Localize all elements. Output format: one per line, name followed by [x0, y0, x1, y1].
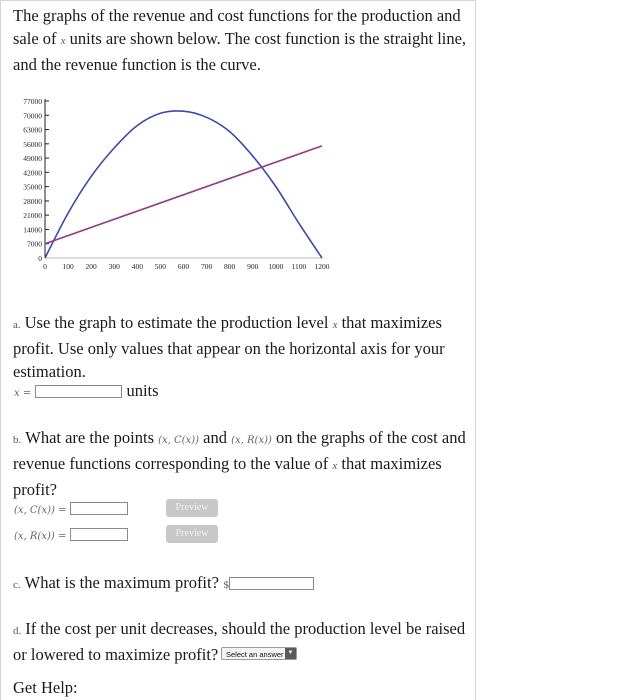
part-a-answer-row — [14, 381, 159, 401]
x-tick-label: 500 — [154, 262, 167, 271]
x-tick-label: 400 — [131, 262, 143, 271]
x-tick-label: 600 — [177, 262, 190, 271]
x-tick-label: 1200 — [314, 262, 330, 271]
cost-point-row — [14, 500, 128, 518]
y-tick-label: 49000 — [23, 154, 42, 164]
x-tick-label: 1000 — [268, 262, 284, 271]
part-c-text: What is the maximum profit? — [24, 573, 219, 592]
y-tick-label: 35000 — [23, 182, 42, 192]
y-tick-label: 21000 — [23, 211, 42, 221]
y-tick-label: 28000 — [23, 196, 42, 206]
x-tick-label: 900 — [247, 262, 259, 271]
cost-preview-button[interactable]: Preview — [166, 499, 218, 517]
revenue-point-label: (x, R(x)) = — [14, 531, 67, 542]
get-help-label: Get Help: — [13, 678, 78, 697]
answer-select-label: Select an answer — [226, 650, 284, 659]
revenue-cost-chart — [10, 90, 340, 280]
answer-select[interactable] — [221, 647, 297, 660]
x-tick-label: 300 — [108, 262, 120, 271]
part-a-text: a. Use the graph to estimate the production level x that maximizes profit. Use only values that appear on the horizontal axis for your estimation. — [13, 313, 445, 381]
x-input[interactable] — [35, 385, 122, 398]
y-tick-label: 0 — [38, 254, 42, 263]
y-tick-label: 70000 — [23, 111, 42, 121]
max-profit-input[interactable] — [229, 577, 314, 590]
y-tick-label: 42000 — [23, 168, 42, 178]
y-tick-label: 7000 — [27, 239, 42, 249]
y-tick-label: 14000 — [23, 225, 42, 235]
y-tick-label: 77000 — [23, 97, 42, 106]
x-tick-label: 0 — [43, 262, 47, 271]
x-tick-label: 800 — [224, 262, 236, 271]
revenue-preview-button[interactable]: Preview — [166, 525, 218, 543]
revenue-point-row — [14, 526, 128, 544]
part-d-text: d. If the cost per unit decreases, should the production level be raised or lowered to maximize profit? — [13, 619, 466, 664]
chevron-down-icon: ▼ — [285, 648, 296, 659]
revenue-series-line — [45, 111, 322, 258]
y-tick-label: 63000 — [23, 125, 42, 135]
intro-text: The graphs of the revenue and cost functions for the production and sale of x units are shown below. The cost function is the straight line, and the revenue function is the curve. — [13, 6, 467, 74]
dollar-sign: $ — [223, 580, 230, 591]
cost-point-label: (x, C(x)) = — [14, 505, 67, 516]
units-label: units — [126, 381, 159, 400]
x-label: x = — [14, 388, 32, 399]
x-tick-label: 1100 — [291, 262, 307, 271]
x-tick-label: 100 — [62, 262, 74, 271]
x-tick-label: 700 — [200, 262, 213, 271]
cost-point-input[interactable] — [70, 502, 128, 515]
part-c-row: c. What is the maximum profit? $ — [13, 571, 468, 597]
part-b-text: b. What are the points (x, C(x)) and (x, R(x)) on the graphs of the cost and revenue functions corresponding to the value of x that maximizes profit? — [13, 428, 466, 499]
revenue-point-input[interactable] — [70, 528, 128, 541]
y-tick-label: 56000 — [23, 139, 42, 149]
x-tick-label: 200 — [85, 262, 97, 271]
